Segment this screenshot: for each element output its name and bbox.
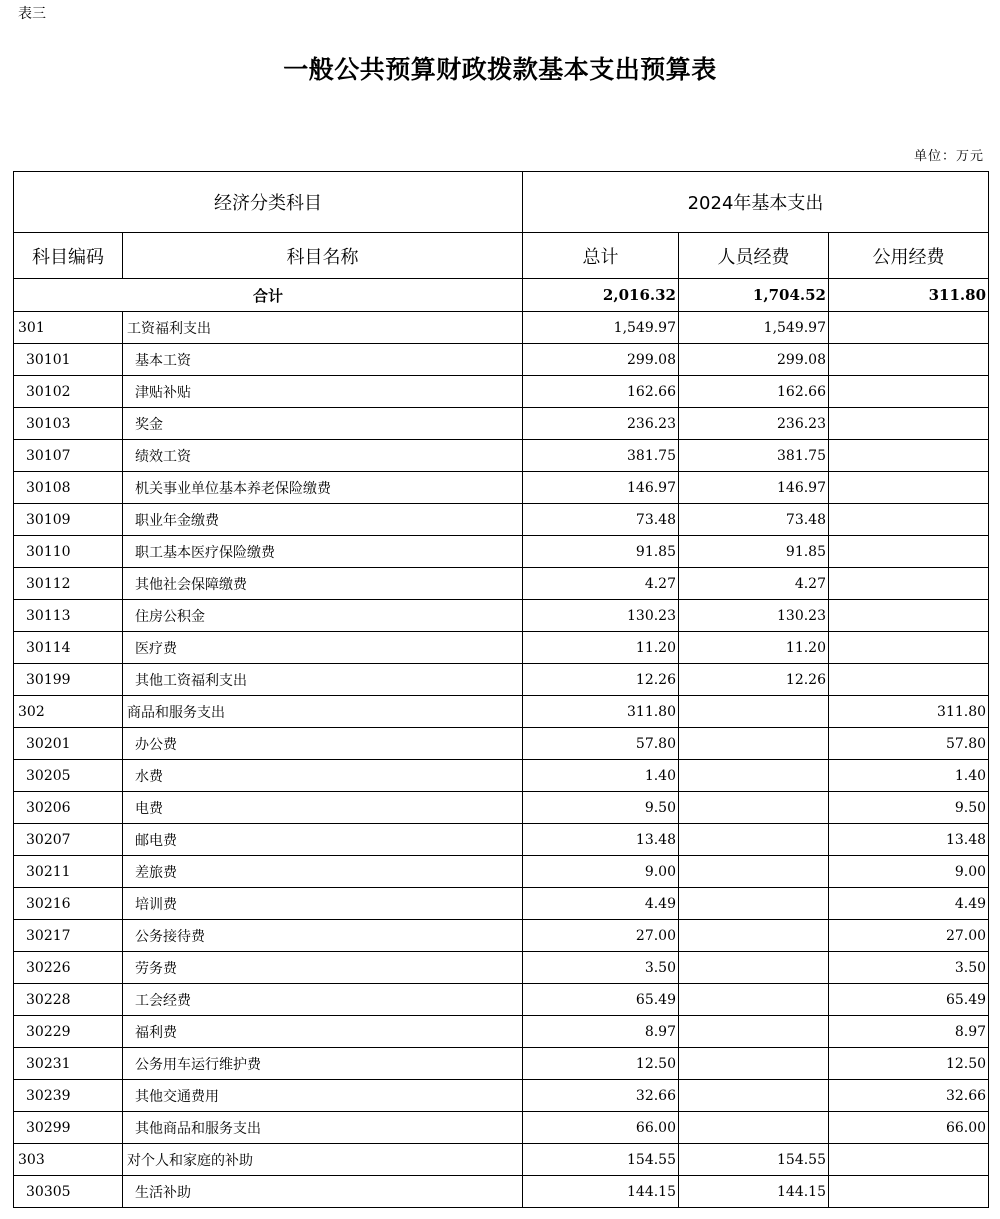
row-total: 311.80 [523, 696, 679, 728]
row-public: 8.97 [829, 1016, 989, 1048]
row-public [829, 568, 989, 600]
row-name: 生活补助 [123, 1176, 523, 1208]
table-row [14, 344, 989, 376]
header-columns-row [14, 233, 989, 279]
row-personnel [679, 952, 829, 984]
row-total: 9.00 [523, 856, 679, 888]
row-public [829, 632, 989, 664]
row-personnel [679, 696, 829, 728]
row-personnel [679, 984, 829, 1016]
row-code: 30226 [14, 952, 123, 984]
row-code: 30101 [14, 344, 123, 376]
row-name: 培训费 [123, 888, 523, 920]
row-public [829, 312, 989, 344]
row-name: 机关事业单位基本养老保险缴费 [123, 472, 523, 504]
row-name: 绩效工资 [123, 440, 523, 472]
row-personnel: 154.55 [679, 1144, 829, 1176]
table-row [14, 312, 989, 344]
row-public: 9.00 [829, 856, 989, 888]
table-row [14, 984, 989, 1016]
header-economic-class: 经济分类科目 [14, 172, 523, 233]
row-code: 30216 [14, 888, 123, 920]
table-row [14, 1016, 989, 1048]
row-total: 66.00 [523, 1112, 679, 1144]
row-name: 电费 [123, 792, 523, 824]
row-name: 福利费 [123, 1016, 523, 1048]
row-code: 30103 [14, 408, 123, 440]
row-name: 住房公积金 [123, 600, 523, 632]
row-code: 30205 [14, 760, 123, 792]
row-code: 30114 [14, 632, 123, 664]
row-public: 311.80 [829, 696, 989, 728]
row-personnel: 12.26 [679, 664, 829, 696]
row-public [829, 1144, 989, 1176]
table-row [14, 1080, 989, 1112]
row-name: 其他工资福利支出 [123, 664, 523, 696]
row-code: 30108 [14, 472, 123, 504]
row-total: 73.48 [523, 504, 679, 536]
row-personnel [679, 1016, 829, 1048]
row-personnel [679, 888, 829, 920]
row-personnel: 11.20 [679, 632, 829, 664]
table-row [14, 920, 989, 952]
header-public: 公用经费 [829, 233, 989, 279]
row-total: 65.49 [523, 984, 679, 1016]
row-name: 基本工资 [123, 344, 523, 376]
row-code: 30102 [14, 376, 123, 408]
row-total: 4.27 [523, 568, 679, 600]
row-code: 30201 [14, 728, 123, 760]
row-public [829, 376, 989, 408]
table-row [14, 440, 989, 472]
row-code: 302 [14, 696, 123, 728]
table-row [14, 952, 989, 984]
row-public [829, 408, 989, 440]
row-code: 30228 [14, 984, 123, 1016]
row-public [829, 472, 989, 504]
row-public [829, 664, 989, 696]
table-row [14, 504, 989, 536]
row-total: 236.23 [523, 408, 679, 440]
row-code: 30207 [14, 824, 123, 856]
row-code: 30217 [14, 920, 123, 952]
row-personnel: 299.08 [679, 344, 829, 376]
row-public [829, 344, 989, 376]
total-personnel: 1,704.52 [679, 279, 829, 312]
row-code: 30110 [14, 536, 123, 568]
table-row [14, 536, 989, 568]
table-row [14, 664, 989, 696]
header-code: 科目编码 [14, 233, 123, 279]
row-code: 30299 [14, 1112, 123, 1144]
row-name: 办公费 [123, 728, 523, 760]
total-row [14, 279, 989, 312]
row-code: 30305 [14, 1176, 123, 1208]
row-personnel [679, 1112, 829, 1144]
row-personnel: 146.97 [679, 472, 829, 504]
header-basic-expenditure: 2024年基本支出 [523, 172, 989, 233]
row-personnel: 381.75 [679, 440, 829, 472]
row-total: 299.08 [523, 344, 679, 376]
row-name: 医疗费 [123, 632, 523, 664]
row-code: 30211 [14, 856, 123, 888]
row-code: 303 [14, 1144, 123, 1176]
row-total: 130.23 [523, 600, 679, 632]
row-name: 公务接待费 [123, 920, 523, 952]
table-row [14, 824, 989, 856]
table-row [14, 472, 989, 504]
table-row [14, 1112, 989, 1144]
row-name: 工资福利支出 [123, 312, 523, 344]
table-row [14, 408, 989, 440]
row-total: 162.66 [523, 376, 679, 408]
table-row [14, 600, 989, 632]
row-personnel [679, 728, 829, 760]
row-public: 57.80 [829, 728, 989, 760]
row-personnel: 162.66 [679, 376, 829, 408]
row-total: 146.97 [523, 472, 679, 504]
row-total: 381.75 [523, 440, 679, 472]
header-name: 科目名称 [123, 233, 523, 279]
row-code: 30112 [14, 568, 123, 600]
row-total: 12.50 [523, 1048, 679, 1080]
row-total: 91.85 [523, 536, 679, 568]
row-name: 水费 [123, 760, 523, 792]
row-name: 对个人和家庭的补助 [123, 1144, 523, 1176]
table-row [14, 856, 989, 888]
row-name: 奖金 [123, 408, 523, 440]
row-code: 30239 [14, 1080, 123, 1112]
budget-table [13, 171, 989, 1208]
table-row [14, 376, 989, 408]
row-total: 154.55 [523, 1144, 679, 1176]
row-public: 12.50 [829, 1048, 989, 1080]
row-public: 66.00 [829, 1112, 989, 1144]
row-personnel [679, 824, 829, 856]
row-total: 3.50 [523, 952, 679, 984]
table-row [14, 568, 989, 600]
header-group-row [14, 172, 989, 233]
row-personnel: 1,549.97 [679, 312, 829, 344]
row-personnel [679, 920, 829, 952]
row-public: 32.66 [829, 1080, 989, 1112]
row-total: 27.00 [523, 920, 679, 952]
table-number: 表三 [18, 6, 46, 22]
table-row [14, 792, 989, 824]
row-name: 其他社会保障缴费 [123, 568, 523, 600]
row-total: 57.80 [523, 728, 679, 760]
row-total: 9.50 [523, 792, 679, 824]
row-code: 30231 [14, 1048, 123, 1080]
row-public [829, 1176, 989, 1208]
row-code: 30199 [14, 664, 123, 696]
row-public: 65.49 [829, 984, 989, 1016]
row-code: 301 [14, 312, 123, 344]
row-total: 11.20 [523, 632, 679, 664]
header-total: 总计 [523, 233, 679, 279]
row-personnel: 91.85 [679, 536, 829, 568]
table-row [14, 888, 989, 920]
table-row [14, 1176, 989, 1208]
total-label: 合计 [14, 279, 523, 312]
row-total: 32.66 [523, 1080, 679, 1112]
row-personnel: 73.48 [679, 504, 829, 536]
row-personnel [679, 792, 829, 824]
row-name: 劳务费 [123, 952, 523, 984]
row-name: 其他交通费用 [123, 1080, 523, 1112]
row-code: 30206 [14, 792, 123, 824]
table-row [14, 760, 989, 792]
row-public: 27.00 [829, 920, 989, 952]
row-total: 8.97 [523, 1016, 679, 1048]
row-public [829, 600, 989, 632]
row-code: 30109 [14, 504, 123, 536]
row-name: 差旅费 [123, 856, 523, 888]
row-name: 工会经费 [123, 984, 523, 1016]
row-name: 职工基本医疗保险缴费 [123, 536, 523, 568]
row-name: 其他商品和服务支出 [123, 1112, 523, 1144]
row-total: 13.48 [523, 824, 679, 856]
row-total: 144.15 [523, 1176, 679, 1208]
row-code: 30229 [14, 1016, 123, 1048]
row-name: 商品和服务支出 [123, 696, 523, 728]
row-name: 邮电费 [123, 824, 523, 856]
row-personnel: 4.27 [679, 568, 829, 600]
row-personnel: 130.23 [679, 600, 829, 632]
page-title: 一般公共预算财政拨款基本支出预算表 [283, 55, 717, 84]
total-public: 311.80 [829, 279, 989, 312]
unit-label: 单位：万元 [913, 149, 984, 164]
table-row [14, 1048, 989, 1080]
row-personnel [679, 1048, 829, 1080]
row-total: 1.40 [523, 760, 679, 792]
table-row [14, 632, 989, 664]
row-name: 津贴补贴 [123, 376, 523, 408]
row-personnel [679, 856, 829, 888]
row-code: 30107 [14, 440, 123, 472]
table-row [14, 696, 989, 728]
row-name: 公务用车运行维护费 [123, 1048, 523, 1080]
row-total: 12.26 [523, 664, 679, 696]
row-public: 9.50 [829, 792, 989, 824]
row-name: 职业年金缴费 [123, 504, 523, 536]
row-public [829, 536, 989, 568]
row-total: 4.49 [523, 888, 679, 920]
table-row [14, 1144, 989, 1176]
row-public: 3.50 [829, 952, 989, 984]
row-public [829, 440, 989, 472]
row-code: 30113 [14, 600, 123, 632]
row-public: 4.49 [829, 888, 989, 920]
table-row [14, 728, 989, 760]
row-public [829, 504, 989, 536]
header-personnel: 人员经费 [679, 233, 829, 279]
row-public: 1.40 [829, 760, 989, 792]
row-personnel [679, 760, 829, 792]
row-personnel [679, 1080, 829, 1112]
total-sum: 2,016.32 [523, 279, 679, 312]
row-public: 13.48 [829, 824, 989, 856]
row-total: 1,549.97 [523, 312, 679, 344]
row-personnel: 236.23 [679, 408, 829, 440]
row-personnel: 144.15 [679, 1176, 829, 1208]
